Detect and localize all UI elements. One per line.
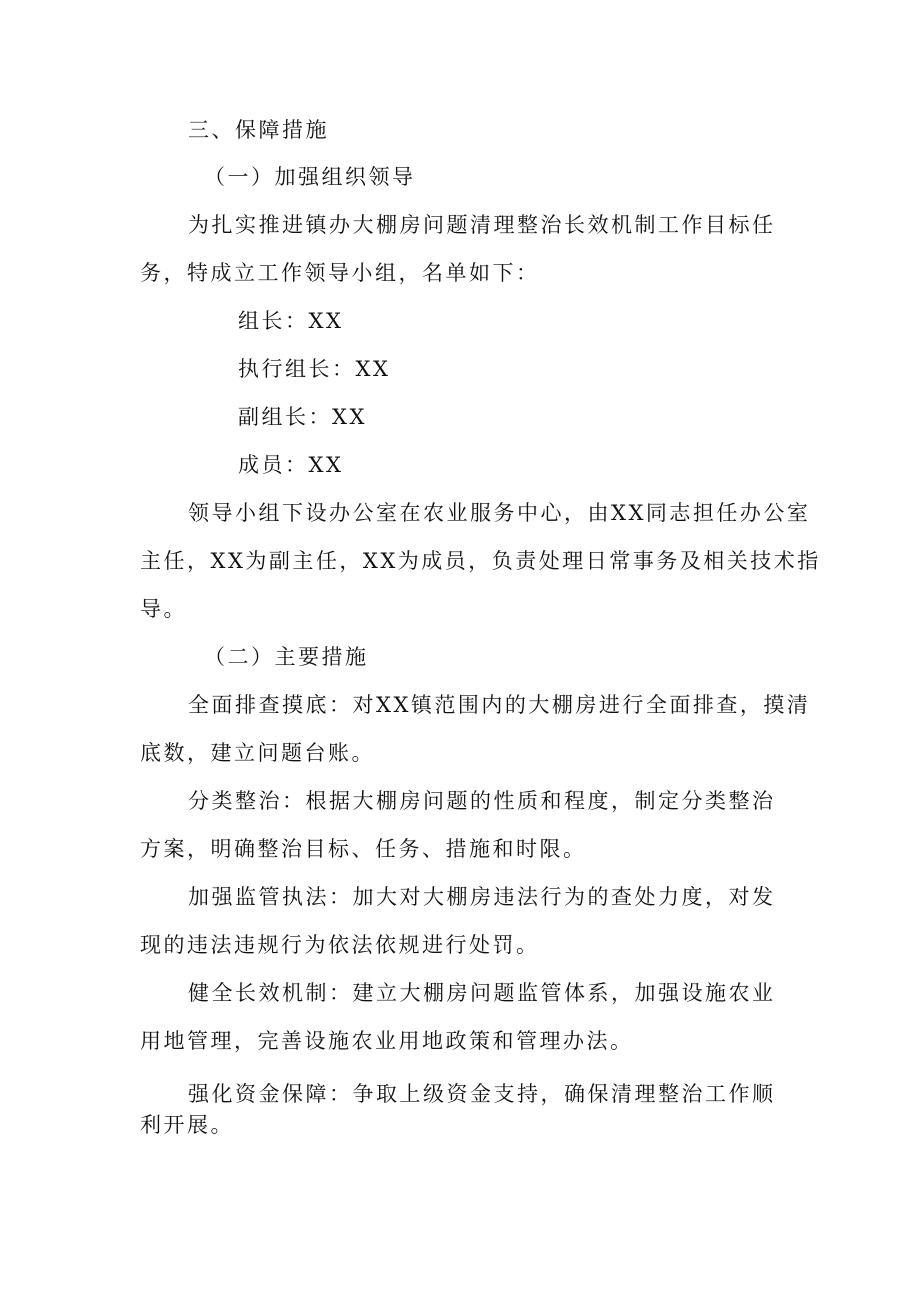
office-paragraph-line-3: 导。 [140,597,187,621]
member-leader: 组长：XX [238,309,344,333]
intro-paragraph-line-2: 务，特成立工作领导小组，名单如下： [140,261,540,285]
measure-enforcement-line-1: 加强监管执法：加大对大棚房违法行为的查处力度，对发 [188,885,776,909]
subsection-heading-1: （一）加强组织领导 [204,165,416,189]
measure-funding-line-2: 利开展。 [140,1113,234,1137]
measure-mechanism-line-2: 用地管理，完善设施农业用地政策和管理办法。 [140,1029,634,1053]
measure-funding-line-1: 强化资金保障：争取上级资金支持，确保清理整治工作顺 [188,1082,776,1106]
measure-enforcement-line-2: 现的违法违规行为依法依规进行处罚。 [140,933,540,957]
member-executive-leader: 执行组长：XX [238,357,391,381]
office-paragraph-line-2: 主任，XX为副主任，XX为成员，负责处理日常事务及相关技术指 [140,549,821,573]
measure-survey-line-2: 底数，建立问题台账。 [140,741,375,765]
measure-classify-line-1: 分类整治：根据大棚房问题的性质和程度，制定分类整治 [188,789,776,813]
intro-paragraph-line-1: 为扎实推进镇办大棚房问题清理整治长效机制工作目标任 [188,213,776,237]
member-members: 成员：XX [238,453,344,477]
subsection-heading-2: （二）主要措施 [204,645,369,669]
measure-survey-line-1: 全面排查摸底：对XX镇范围内的大棚房进行全面排查，摸清 [188,693,811,717]
section-heading: 三、保障措施 [188,118,329,142]
measure-mechanism-line-1: 健全长效机制：建立大棚房问题监管体系，加强设施农业 [188,981,776,1005]
measure-classify-line-2: 方案，明确整治目标、任务、措施和时限。 [140,837,587,861]
member-deputy-leader: 副组长：XX [238,405,367,429]
office-paragraph-line-1: 领导小组下设办公室在农业服务中心，由XX同志担任办公室 [188,501,811,525]
